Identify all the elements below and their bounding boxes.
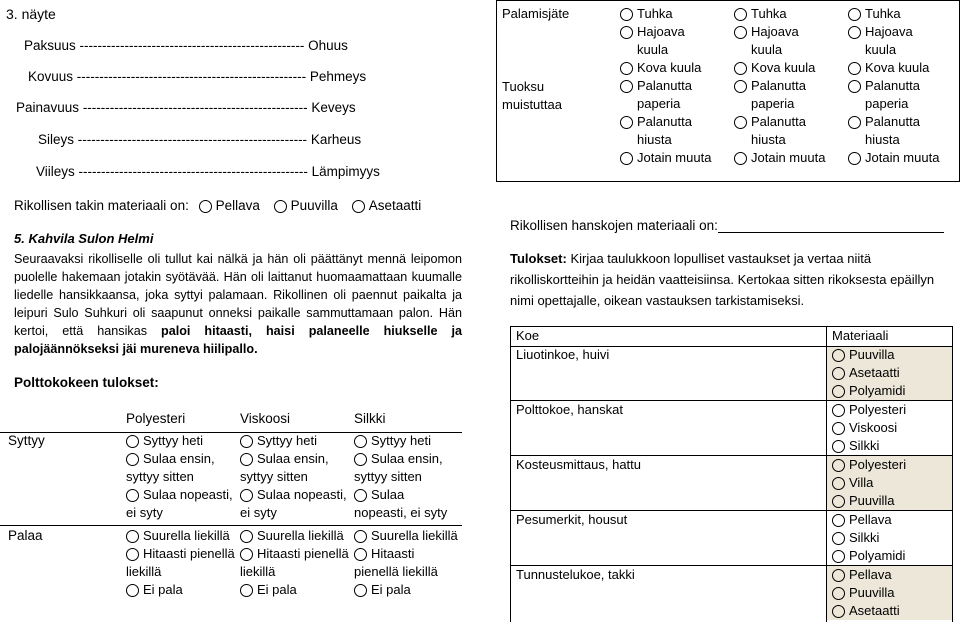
option-label: Puuvilla bbox=[849, 585, 895, 600]
scale-right: Pehmeys bbox=[309, 69, 367, 84]
option-syttyy-heti[interactable] bbox=[354, 432, 460, 450]
option-hitaasti[interactable] bbox=[126, 545, 238, 581]
option-ei-pala[interactable] bbox=[240, 581, 352, 599]
burn-options-top bbox=[734, 5, 834, 167]
option-label: Jotain muuta bbox=[865, 150, 940, 165]
option-material[interactable] bbox=[832, 364, 905, 382]
option-label: Pellava bbox=[849, 567, 892, 582]
option-sulaa-nopeasti[interactable] bbox=[240, 486, 352, 522]
option-label: Puuvilla bbox=[849, 347, 895, 362]
option-label: Palanutta hiusta bbox=[751, 114, 806, 147]
option-sulaa-ensin[interactable] bbox=[126, 450, 238, 486]
option-hajoava[interactable] bbox=[620, 23, 720, 59]
summary-test: Liuotinkoe, huivi bbox=[516, 347, 610, 362]
option-label: Sulaa nopeasti, ei syty bbox=[240, 487, 347, 520]
option-hius[interactable] bbox=[848, 113, 948, 149]
row-label-tuoksu: Tuoksu muistuttaa bbox=[502, 79, 562, 112]
option-hitaasti[interactable] bbox=[354, 545, 460, 581]
radio-icon[interactable] bbox=[832, 569, 845, 582]
section3-title: 3. näyte bbox=[6, 6, 56, 22]
option-label: Kova kuula bbox=[865, 60, 930, 75]
option-label: Tuhka bbox=[637, 6, 673, 21]
coat-question bbox=[14, 198, 421, 213]
radio-icon[interactable] bbox=[354, 453, 367, 466]
fire-options-syttyy bbox=[240, 432, 352, 522]
option-muu[interactable] bbox=[848, 149, 948, 167]
gloves-label: Rikollisen hanskojen materiaali on: bbox=[510, 218, 718, 233]
option-label: Palanutta hiusta bbox=[865, 114, 920, 147]
option-label: Polyesteri bbox=[849, 457, 907, 472]
option-sulaa-nopeasti[interactable] bbox=[126, 486, 238, 522]
option-suurella[interactable] bbox=[354, 527, 460, 545]
scale-dash: --------------------------------------------------- bbox=[78, 164, 308, 179]
option-label: Ei pala bbox=[257, 582, 297, 597]
radio-icon[interactable] bbox=[126, 584, 139, 597]
results-title: Polttokokeen tulokset: bbox=[14, 375, 159, 390]
option-material[interactable] bbox=[832, 437, 906, 455]
scale-left: Paksuus bbox=[24, 38, 76, 53]
col-silkki: Silkki bbox=[354, 411, 386, 426]
radio-icon[interactable] bbox=[832, 587, 845, 600]
option-label: Tuhka bbox=[865, 6, 901, 21]
option-material[interactable] bbox=[832, 456, 906, 474]
radio-icon[interactable] bbox=[832, 605, 845, 618]
summary-materials bbox=[832, 346, 905, 400]
option-tuhka[interactable] bbox=[734, 5, 834, 23]
scale-dash: -------------------------------------------------- bbox=[82, 100, 308, 115]
option-label: Puuvilla bbox=[849, 493, 895, 508]
option-label: Hitaasti pienellä liekillä bbox=[354, 546, 438, 579]
section5-paragraph bbox=[14, 250, 462, 358]
fire-options-palaa bbox=[126, 527, 238, 599]
option-material[interactable] bbox=[832, 474, 906, 492]
option-label: Palanutta hiusta bbox=[637, 114, 692, 147]
summary-col-divider bbox=[826, 326, 827, 622]
radio-icon[interactable] bbox=[848, 8, 861, 21]
option-label: Sulaa ensin, syttyy sitten bbox=[126, 451, 215, 484]
option-label: Suurella liekillä bbox=[257, 528, 344, 543]
scale-dash: --------------------------------------------------- bbox=[76, 69, 307, 84]
option-label: Sulaa ensin, syttyy sitten bbox=[240, 451, 329, 484]
option-label: Polyamidi bbox=[849, 548, 906, 563]
option-kova[interactable] bbox=[734, 59, 834, 77]
summary-materials bbox=[832, 566, 900, 620]
gloves-answer-line[interactable] bbox=[718, 218, 944, 233]
radio-icon[interactable] bbox=[848, 116, 861, 129]
radio-icon[interactable] bbox=[848, 152, 861, 165]
option-label: Villa bbox=[849, 475, 874, 490]
scale-left: Sileys bbox=[38, 132, 75, 147]
option-sulaa-ensin[interactable] bbox=[240, 450, 352, 486]
option-label: Sulaa nopeasti, ei syty bbox=[126, 487, 233, 520]
radio-icon[interactable] bbox=[354, 489, 367, 502]
scale-dash: --------------------------------------------------- bbox=[77, 132, 308, 147]
option-hius[interactable] bbox=[620, 113, 720, 149]
radio-icon[interactable] bbox=[126, 548, 139, 561]
option-label: Palanutta paperia bbox=[865, 78, 920, 111]
option-material[interactable] bbox=[832, 492, 906, 510]
option-material[interactable] bbox=[832, 346, 905, 364]
radio-icon[interactable] bbox=[832, 459, 845, 472]
row-label-palamisjate: Palamisjäte bbox=[502, 6, 570, 21]
row-palaa: Palaa bbox=[8, 528, 43, 543]
fire-options-syttyy bbox=[354, 432, 460, 522]
option-material[interactable] bbox=[832, 529, 905, 547]
scale-right: Karheus bbox=[310, 132, 362, 147]
option-sulaa-nopeasti[interactable] bbox=[354, 486, 460, 522]
radio-icon[interactable] bbox=[126, 453, 139, 466]
option-label: Polyamidi bbox=[849, 383, 906, 398]
option-paperi[interactable] bbox=[848, 77, 948, 113]
option-material[interactable] bbox=[832, 419, 906, 437]
radio-icon[interactable] bbox=[832, 532, 845, 545]
option-label: Kova kuula bbox=[751, 60, 816, 75]
fire-table-line bbox=[0, 525, 462, 526]
radio-icon[interactable] bbox=[126, 489, 139, 502]
radio-icon[interactable] bbox=[848, 80, 861, 93]
option-label: Hitaasti pienellä liekillä bbox=[240, 546, 349, 579]
option-material[interactable] bbox=[832, 566, 900, 584]
coat-option: Puuvilla bbox=[290, 198, 338, 213]
fire-options-palaa bbox=[354, 527, 460, 599]
radio-icon[interactable] bbox=[620, 152, 633, 165]
radio-icon[interactable] bbox=[240, 548, 253, 561]
option-hitaasti[interactable] bbox=[240, 545, 352, 581]
option-label: Syttyy heti bbox=[371, 433, 431, 448]
summary-materials bbox=[832, 511, 905, 565]
radio-icon[interactable] bbox=[848, 62, 861, 75]
radio-icon[interactable] bbox=[734, 152, 747, 165]
radio-asetaatti[interactable] bbox=[352, 200, 365, 213]
coat-option: Pellava bbox=[215, 198, 260, 213]
option-label: Hajoava kuula bbox=[637, 24, 685, 57]
radio-icon[interactable] bbox=[240, 435, 253, 448]
radio-icon[interactable] bbox=[240, 489, 253, 502]
option-hius[interactable] bbox=[734, 113, 834, 149]
radio-icon[interactable] bbox=[620, 8, 633, 21]
option-label: Pellava bbox=[849, 512, 892, 527]
scale-row bbox=[28, 69, 366, 84]
radio-icon[interactable] bbox=[240, 530, 253, 543]
radio-puuvilla[interactable] bbox=[274, 200, 287, 213]
option-label: Ei pala bbox=[371, 582, 411, 597]
radio-icon[interactable] bbox=[354, 548, 367, 561]
option-label: Syttyy heti bbox=[257, 433, 317, 448]
radio-icon[interactable] bbox=[832, 440, 845, 453]
option-material[interactable] bbox=[832, 602, 900, 620]
option-tuhka[interactable] bbox=[848, 5, 948, 23]
option-label: Polyesteri bbox=[849, 402, 907, 417]
col-viskoosi: Viskoosi bbox=[240, 411, 291, 426]
section5-title: 5. Kahvila Sulon Helmi bbox=[14, 231, 154, 246]
option-label: Sulaa nopeasti, ei syty bbox=[354, 487, 448, 520]
option-material[interactable] bbox=[832, 382, 905, 400]
option-label: Palanutta paperia bbox=[751, 78, 806, 111]
option-material[interactable] bbox=[832, 547, 905, 565]
summary-materials bbox=[832, 401, 906, 455]
option-syttyy-heti[interactable] bbox=[126, 432, 238, 450]
option-label: Asetaatti bbox=[849, 603, 900, 618]
radio-icon[interactable] bbox=[734, 8, 747, 21]
scale-row bbox=[36, 164, 380, 179]
option-label: Hitaasti pienellä liekillä bbox=[126, 546, 235, 579]
summary-test: Polttokoe, hanskat bbox=[516, 402, 623, 417]
option-label: Syttyy heti bbox=[143, 433, 203, 448]
summary-test: Tunnustelukoe, takki bbox=[516, 567, 635, 582]
results-label: Tulokset: bbox=[510, 251, 567, 266]
option-label: Hajoava kuula bbox=[751, 24, 799, 57]
scale-left: Painavuus bbox=[16, 100, 80, 115]
option-label: Silkki bbox=[849, 530, 880, 545]
radio-icon[interactable] bbox=[832, 349, 845, 362]
summary-test: Pesumerkit, housut bbox=[516, 512, 628, 527]
scale-right: Ohuus bbox=[308, 38, 348, 53]
radio-icon[interactable] bbox=[620, 26, 633, 39]
radio-icon[interactable] bbox=[848, 26, 861, 39]
coat-label: Rikollisen takin materiaali on: bbox=[14, 198, 189, 213]
paragraph-bold: paloi hitaasti, haisi palaneelle hiukselle ja palojäännökseksi jäi mureneva hiilipallo. bbox=[14, 324, 462, 356]
option-kova[interactable] bbox=[848, 59, 948, 77]
option-kova[interactable] bbox=[620, 59, 720, 77]
option-label: Suurella liekillä bbox=[143, 528, 230, 543]
radio-icon[interactable] bbox=[354, 435, 367, 448]
option-label: Sulaa ensin, syttyy sitten bbox=[354, 451, 443, 484]
scale-right: Lämpimyys bbox=[311, 164, 380, 179]
option-hajoava[interactable] bbox=[734, 23, 834, 59]
option-label: Tuhka bbox=[751, 6, 787, 21]
option-muu[interactable] bbox=[734, 149, 834, 167]
radio-icon[interactable] bbox=[620, 116, 633, 129]
radio-icon[interactable] bbox=[832, 367, 845, 380]
radio-icon[interactable] bbox=[734, 116, 747, 129]
scale-left: Kovuus bbox=[28, 69, 74, 84]
option-material[interactable] bbox=[832, 584, 900, 602]
option-suurella[interactable] bbox=[126, 527, 238, 545]
radio-icon[interactable] bbox=[832, 422, 845, 435]
fire-options-palaa bbox=[240, 527, 352, 599]
scale-row bbox=[24, 38, 348, 53]
results-instructions bbox=[510, 248, 950, 311]
radio-icon[interactable] bbox=[240, 453, 253, 466]
scale-row bbox=[38, 132, 361, 147]
radio-icon[interactable] bbox=[126, 435, 139, 448]
option-label: Ei pala bbox=[143, 582, 183, 597]
radio-icon[interactable] bbox=[620, 62, 633, 75]
scale-left: Viileys bbox=[36, 164, 75, 179]
summary-header-koe: Koe bbox=[516, 328, 540, 343]
option-label: Jotain muuta bbox=[637, 150, 712, 165]
option-ei-pala[interactable] bbox=[126, 581, 238, 599]
radio-icon[interactable] bbox=[354, 530, 367, 543]
option-suurella[interactable] bbox=[240, 527, 352, 545]
option-label: Hajoava kuula bbox=[865, 24, 913, 57]
option-muu[interactable] bbox=[620, 149, 720, 167]
burn-options-top bbox=[848, 5, 948, 167]
coat-option: Asetaatti bbox=[368, 198, 422, 213]
radio-icon[interactable] bbox=[832, 477, 845, 490]
option-tuhka[interactable] bbox=[620, 5, 720, 23]
radio-pellava[interactable] bbox=[199, 200, 212, 213]
summary-test: Kosteusmittaus, hattu bbox=[516, 457, 642, 472]
radio-icon[interactable] bbox=[240, 584, 253, 597]
radio-icon[interactable] bbox=[354, 584, 367, 597]
radio-icon[interactable] bbox=[620, 80, 633, 93]
option-material[interactable] bbox=[832, 401, 906, 419]
results-text: Kirjaa taulukkoon lopulliset vastaukset ja vertaa niitä rikolliskortteihin ja heidän vaatteisiinsa. Kertokaa sitten rikoksesta epäillyn nimi opettajalle, oikean vastauksen tarkistamiseksi. bbox=[510, 251, 935, 308]
option-paperi[interactable] bbox=[734, 77, 834, 113]
option-label: Asetaatti bbox=[849, 365, 900, 380]
radio-icon[interactable] bbox=[126, 530, 139, 543]
radio-icon[interactable] bbox=[832, 404, 845, 417]
option-label: Suurella liekillä bbox=[371, 528, 458, 543]
option-label: Jotain muuta bbox=[751, 150, 826, 165]
option-syttyy-heti[interactable] bbox=[240, 432, 352, 450]
option-material[interactable] bbox=[832, 511, 905, 529]
gloves-question bbox=[510, 218, 944, 233]
option-label: Viskoosi bbox=[849, 420, 898, 435]
option-label: Kova kuula bbox=[637, 60, 702, 75]
option-label: Silkki bbox=[849, 438, 880, 453]
radio-icon[interactable] bbox=[832, 514, 845, 527]
scale-right: Keveys bbox=[311, 100, 356, 115]
option-label: Palanutta paperia bbox=[637, 78, 692, 111]
radio-icon[interactable] bbox=[734, 26, 747, 39]
radio-icon[interactable] bbox=[832, 495, 845, 508]
fire-options-syttyy bbox=[126, 432, 238, 522]
option-ei-pala[interactable] bbox=[354, 581, 460, 599]
burn-options-top bbox=[620, 5, 720, 167]
scale-dash: -------------------------------------------------- bbox=[79, 38, 305, 53]
scale-row bbox=[16, 100, 356, 115]
radio-icon[interactable] bbox=[832, 550, 845, 563]
summary-materials bbox=[832, 456, 906, 510]
option-hajoava[interactable] bbox=[848, 23, 948, 59]
paragraph-text: Seuraavaksi rikolliselle oli tullut kai nälkä ja hän oli päättänyt mennä leipomon puolelle hakemaan jotakin syötävää. Hän oli laittanut huomaamattaan kuumalle liedelle hansikkaansa, joka syttyi palamaan. Rikollinen oli paennut paikalta ja leipuri Sulo Suhkuri oli saapunut onneksi paikalle sammuttamaan palon. Hän kertoi, että hansikas bbox=[14, 252, 462, 338]
option-sulaa-ensin[interactable] bbox=[354, 450, 460, 486]
radio-icon[interactable] bbox=[734, 62, 747, 75]
summary-header-materiaali: Materiaali bbox=[832, 328, 889, 343]
radio-icon[interactable] bbox=[734, 80, 747, 93]
col-polyesteri: Polyesteri bbox=[126, 411, 186, 426]
radio-icon[interactable] bbox=[832, 385, 845, 398]
row-syttyy: Syttyy bbox=[8, 433, 45, 448]
option-paperi[interactable] bbox=[620, 77, 720, 113]
